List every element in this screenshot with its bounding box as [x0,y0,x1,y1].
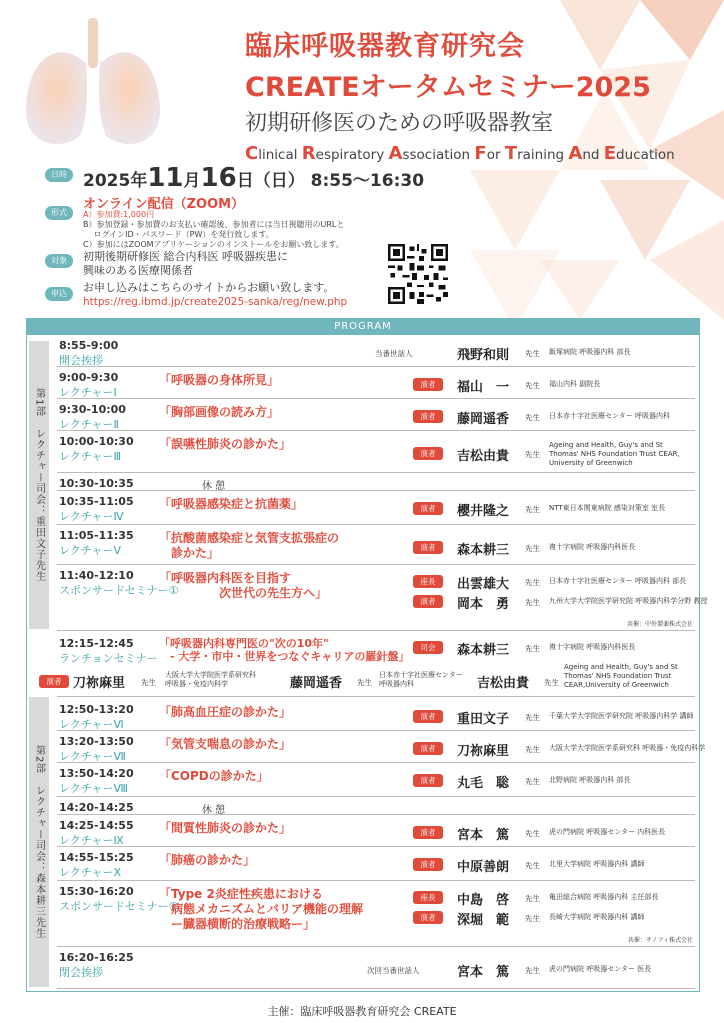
sensei-suffix: 先生 [525,644,540,653]
sensei-suffix: 先生 [525,745,540,754]
program-row [57,949,695,989]
role-text: 次回当番世話人 [367,966,420,975]
row-topic: 「抗酸菌感染症と気管支拡張症の 診かた」 [159,531,340,560]
sensei-suffix: 先生 [525,413,540,422]
target-pill: 対象 [45,254,73,268]
speaker-name: 吉松由貴 [477,676,530,691]
row-label: レクチャーⅩ [59,866,121,879]
speaker-affiliation: 九州大学大学院医学研究院 呼吸器内科学分野 教授 [549,597,708,605]
row-label: 開会挨拶 [59,354,103,367]
apply-text: お申し込みはこちらのサイトからお願い致します。 https://reg.ibmd.jp/create2025-sanka/reg/new.php [83,281,348,308]
apply-pill: 申込 [45,287,73,301]
speaker-name: 重田文子 [457,712,510,727]
row-label: レクチャーⅦ [59,750,126,763]
row-time: 11:40-12:10 [59,569,134,582]
program-row [57,765,695,797]
program-row [46,635,695,697]
row-label: ランチョンセミナー [59,652,158,665]
speaker-affiliation: Ageing and Health, Guy's and St Thomas' NHS Foundation Trust CEAR,University of Greenwich [564,663,678,689]
sensei-suffix: 先生 [357,678,372,687]
program-row [57,883,695,947]
format-pill: 形式 [45,206,73,220]
program-row [57,733,706,763]
subtitle: 初期研修医のための呼吸器教室 [245,111,554,136]
speaker-affiliation: Ageing and Health, Guy's and St Thomas' NHS Foundation Trust CEAR, University of Greenwich [549,441,680,467]
program-row [57,567,708,631]
row-time: 10:00-10:30 [59,435,134,448]
speaker-affiliation: 福山内科 副院長 [549,380,601,388]
lung-illustration-icon [18,18,168,158]
speaker-name: 丸毛 聡 [457,776,510,791]
role-badge: 演者 [39,675,69,688]
speaker-name: 宮本 篤 [457,828,510,843]
row-label: レクチャーⅧ [59,782,128,795]
title-en: CREATEオータムセミナー2025 [245,72,651,103]
row-time: 14:20-14:25 [59,801,134,814]
sensei-suffix: 先生 [525,713,540,722]
row-label: スポンサードセミナー② [59,900,179,913]
row-label: レクチャーⅣ [59,510,124,523]
date-pill: 日時 [45,168,73,182]
program-row [57,433,695,473]
row-topic: 「誤嚥性肺炎の診かた」 [159,437,292,451]
row-topic: 「胸部画像の読み方」 [159,405,280,419]
speaker-affiliation: 虎の門病院 呼吸器センター 内科医長 [549,828,666,836]
speaker-name: 藤岡遥香 [290,676,343,691]
program-heading: PROGRAM [27,319,699,335]
speaker-name: 宮本 篤 [457,965,510,980]
speaker-affiliation: 日本赤十字社医療センター 呼吸器内科 [379,671,463,688]
sensei-suffix: 先生 [525,914,540,923]
role-badge: 演者 [413,410,443,423]
speaker-name: 刀祢麻里 [457,744,510,759]
row-time: 13:50-14:20 [59,767,134,780]
speaker-affiliation: 亀田総合病院 呼吸器内科 主任部長 [549,893,659,901]
program-table [26,318,708,992]
speaker-affiliation: 日本赤十字社医療センター 呼吸器内科 部長 [549,577,687,585]
speaker-affiliation: 北野病院 呼吸器内科 部長 [549,776,631,784]
row-topic: 「肺高血圧症の診かた」 [159,705,292,719]
role-badge: 演者 [413,378,443,391]
sensei-suffix: 先生 [525,894,540,903]
speaker-name: 森本耕三 [457,543,510,558]
row-topic: 「Type 2炎症性疾患における 病態メカニズムとバリア機能の理解 ー臓器横断的治療戦略ー」 [159,887,364,931]
program-row [57,401,695,431]
title-block [245,24,720,164]
sensei-suffix: 先生 [525,544,540,553]
speaker-name: 中島 啓 [457,893,510,908]
row-label: レクチャーⅠ [59,386,117,399]
row-topic: 「呼吸器内科専門医の"次の10年" - 大学・市中・世界をつなぐキャリアの羅針盤」 [159,637,410,663]
row-label: レクチャーⅡ [59,418,119,431]
speaker-name: 森本耕三 [457,643,510,658]
row-time: 12:50-13:20 [59,703,134,716]
role-badge: 演者 [413,502,443,515]
sensei-suffix: 先生 [525,450,540,459]
role-badge: 司会 [413,641,443,654]
speaker-affiliation: 長崎大学病院 呼吸器内科 講師 [549,913,645,921]
program-row [57,701,695,731]
speaker-name: 深堀 範 [457,913,510,928]
row-label: レクチャーⅥ [59,718,124,731]
speaker-name: 吉松由貴 [457,449,510,464]
speaker-affiliation: 千葉大学大学院医学研究院 呼吸器内科学 講師 [549,712,694,720]
row-topic: 「COPDの診かた」 [159,769,269,783]
sensei-suffix: 先生 [544,678,559,687]
tagline: Clinical Respiratory Association For Training And Education [245,143,675,164]
row-time: 10:30-10:35 [59,477,134,490]
row-label: スポンサードセミナー① [59,584,179,597]
role-text: 当番世話人 [375,349,413,358]
event-date: 2025年11月16日（日） 8:55～16:30 [83,163,425,193]
sensei-suffix: 先生 [525,578,540,587]
program-row [57,527,695,565]
apply-url-link[interactable]: https://reg.ibmd.jp/create2025-sanka/reg/new.php [83,296,348,308]
sensei-suffix: 先生 [525,829,540,838]
row-time: 9:30-10:00 [59,403,126,416]
program-row [57,475,695,491]
sensei-suffix: 先生 [525,861,540,870]
row-label: レクチャーⅨ [59,834,124,847]
speaker-affiliation: NTT東日本関東病院 感染対策室 室長 [549,504,666,512]
format-list: A）参加費:1,000円 B）参加登録・参加費のお支払い確認後、参加者には当日視聴用のURLと ログインID・パスワード（PW）を発行致します。 C）参加にはZOOMアプリケーションのインストールをお願い致します。 [83,210,345,249]
sensei-suffix: 先生 [525,505,540,514]
row-time: 15:30-16:20 [59,885,134,898]
speaker-affiliation: 日本赤十字社医療センター 呼吸器内科 [549,412,670,420]
row-time: 14:55-15:25 [59,851,134,864]
speaker-affiliation: 虎の門病院 呼吸器センター 医長 [549,965,652,973]
sensei-suffix: 先生 [525,598,540,607]
sensei-suffix: 先生 [525,777,540,786]
rest-label: 休 憩 [202,805,226,816]
sensei-suffix: 先生 [525,381,540,390]
speaker-name: 刀祢麻里 [73,676,126,691]
sensei-suffix: 先生 [525,349,540,358]
qr-code-icon[interactable] [388,244,448,304]
speaker-affiliation: 北里大学病院 呼吸器内科 講師 [549,860,645,868]
row-time: 12:15-12:45 [59,637,134,650]
role-badge: 演者 [413,595,443,608]
sensei-suffix: 先生 [141,678,156,687]
title-jp: 臨床呼吸器教育研究会 [245,31,525,62]
speaker-affiliation: 大阪大学大学院医学系研究科 呼吸器・免疫内科学 [549,744,706,752]
speaker-affiliation: 複十字病院 呼吸器内科医長 [549,643,636,651]
role-badge: 座長 [413,891,443,904]
speaker-name: 出雲雄大 [457,577,510,592]
row-time: 11:05-11:35 [59,529,134,542]
role-badge: 演者 [413,710,443,723]
row-topic: 「呼吸器の身体所見」 [159,373,280,387]
sensei-suffix: 先生 [525,966,540,975]
row-time: 13:20-13:50 [59,735,134,748]
role-badge: 演者 [413,447,443,460]
sponsor-note: 共催：中外製薬株式会社 [626,621,693,628]
row-label: レクチャーⅤ [59,544,121,557]
row-topic: 「間質性肺炎の診かた」 [159,821,292,835]
role-badge: 演者 [413,774,443,787]
online-format: オンライン配信（ZOOM） [83,197,245,212]
speaker-name: 岡本 勇 [457,597,510,612]
row-topic: 「気管支喘息の診かた」 [159,737,292,751]
row-label: レクチャーⅢ [59,450,122,463]
program-row [57,493,695,525]
row-topic: 「呼吸器内科医を目指す 次世代の先生方へ」 [159,571,328,600]
role-badge: 演者 [413,911,443,924]
row-time: 8:55-9:00 [59,339,119,352]
row-time: 10:35-11:05 [59,495,134,508]
program-row [57,817,695,847]
program-row [57,337,695,367]
row-label: 閉会挨拶 [59,966,103,979]
speaker-name: 藤岡遥香 [457,412,510,427]
program-row [57,369,695,399]
part2-label: 第2部 レクチャー司会：森本耕三先生 [29,697,49,987]
row-topic: 「呼吸器感染症と抗菌薬」 [159,497,304,511]
rest-label: 休 憩 [202,481,226,492]
speaker-affiliation: 飯塚病院 呼吸器内科 部長 [549,348,631,356]
role-badge: 座長 [413,575,443,588]
program-row [57,799,695,815]
sponsor-note: 共催：サノフィ株式会社 [627,937,693,944]
part1-label: 第1部 レクチャー司会：重田文子先生 [29,341,49,629]
role-badge: 演者 [413,541,443,554]
speaker-name: 櫻井隆之 [457,504,510,519]
speaker-name: 飛野和則 [457,348,510,363]
row-time: 16:20-16:25 [59,951,134,964]
row-time: 9:00-9:30 [59,371,119,384]
target-text: 初期後期研修医 総合内科医 呼吸器疾患に 興味のある医療関係者 [83,250,288,277]
footer-organizer: 主催：臨床呼吸器教育研究会 CREATE [267,1005,457,1018]
role-badge: 演者 [413,858,443,871]
role-badge: 演者 [413,742,443,755]
row-time: 14:25-14:55 [59,819,134,832]
row-topic: 「肺癌の診かた」 [159,853,256,867]
speaker-affiliation: 複十字病院 呼吸器内科医長 [549,543,636,551]
speaker-name: 中原善朗 [457,860,510,875]
program-row [57,849,695,881]
role-badge: 演者 [413,826,443,839]
speaker-name: 福山 一 [457,380,510,395]
speaker-affiliation: 大阪大学大学院医学系研究科 呼吸器・免疫内科学 [165,671,256,688]
